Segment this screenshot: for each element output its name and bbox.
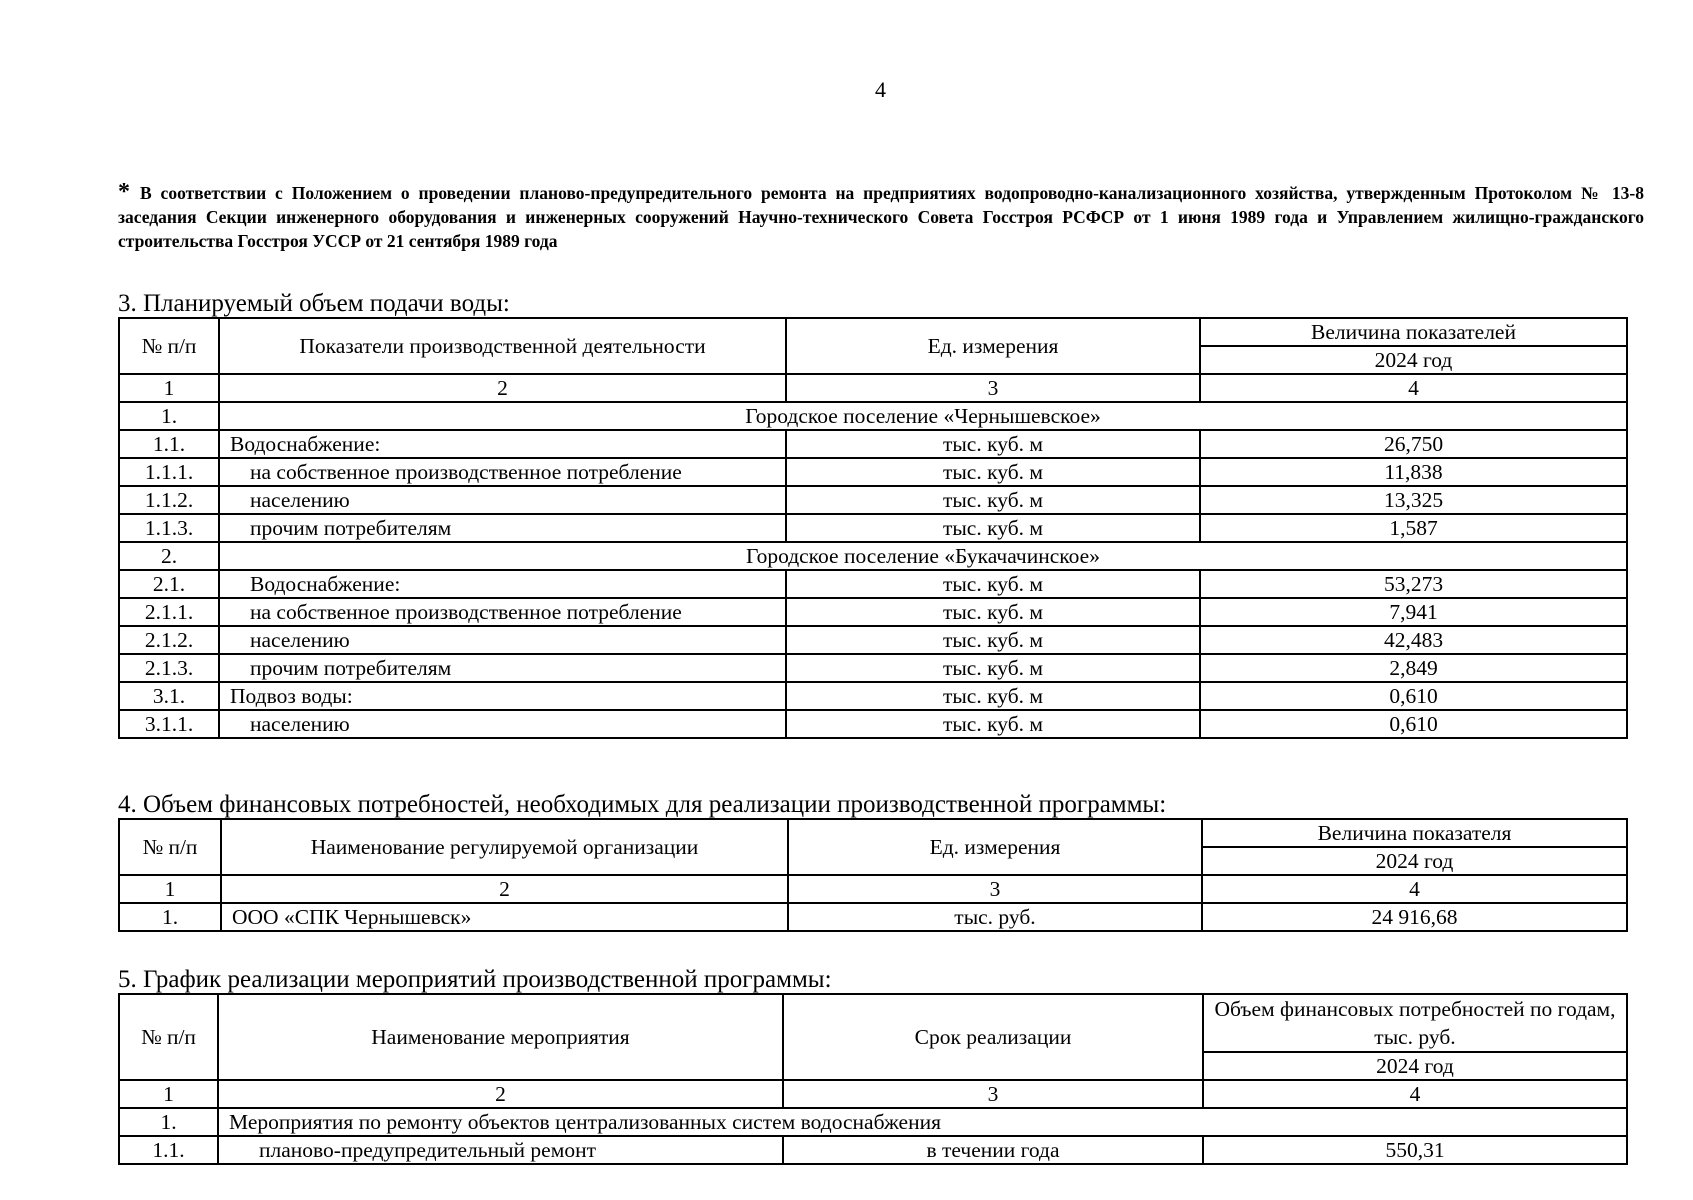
header-value: Объем финансовых потребностей по годам, тыс. руб. <box>1203 994 1627 1052</box>
section3-title: 3. Планируемый объем подачи воды: <box>118 290 510 317</box>
row-value: 2,849 <box>1200 654 1627 682</box>
header-indicator: Показатели производственной деятельности <box>219 318 786 374</box>
colnum-cell: 4 <box>1200 374 1627 402</box>
row-value: 1,587 <box>1200 514 1627 542</box>
colnum-cell: 2 <box>218 1080 783 1108</box>
header-value: Величина показателей <box>1200 318 1627 346</box>
group-row <box>119 542 1627 570</box>
column-number-row <box>119 374 1627 402</box>
row-value: 550,31 <box>1203 1136 1627 1164</box>
page-number: 4 <box>875 77 886 102</box>
colnum-cell: 2 <box>219 374 786 402</box>
colnum-cell: 4 <box>1203 1080 1627 1108</box>
table-header-row <box>119 318 1627 346</box>
header-num: № п/п <box>119 318 219 374</box>
group-title: Городское поселение «Букачачинское» <box>219 542 1627 570</box>
water-supply-table <box>118 317 1628 739</box>
header-unit: Ед. измерения <box>788 819 1202 875</box>
footnote-marker: * <box>118 179 130 205</box>
row-value: 24 916,68 <box>1202 903 1627 931</box>
row-name: Водоснабжение: <box>219 570 786 598</box>
row-value: 42,483 <box>1200 626 1627 654</box>
table-header-row <box>119 994 1627 1052</box>
table-row <box>119 570 1627 598</box>
row-value: 0,610 <box>1200 682 1627 710</box>
row-name: населению <box>219 626 786 654</box>
colnum-cell: 1 <box>119 374 219 402</box>
row-num: 1.1. <box>119 1136 218 1164</box>
header-year: 2024 год <box>1202 847 1627 875</box>
row-num: 2.1.1. <box>119 598 219 626</box>
footnote <box>118 180 1644 253</box>
group-title: Городское поселение «Чернышевское» <box>219 402 1627 430</box>
colnum-cell: 2 <box>221 875 788 903</box>
row-unit: тыс. куб. м <box>786 486 1200 514</box>
footnote-text: В соответствии с Положением о проведении планово-предупредительного ремонта на предприятиях водопроводно-канализационного хозяйства, утвержденным Протоколом № 13-8 заседания Секции инженерного оборудования и инженерных сооружений Научно-технического Совета Госстроя РСФСР от 1 июня 1989 года и Управлением жилищно-гражданского строительства Госстроя УССР от 21 сентября 1989 года <box>118 183 1644 251</box>
group-num: 1. <box>119 1108 218 1136</box>
row-unit: тыс. куб. м <box>786 598 1200 626</box>
table-row <box>119 458 1627 486</box>
header-term: Срок реализации <box>783 994 1203 1080</box>
table-row <box>119 682 1627 710</box>
row-name: населению <box>219 486 786 514</box>
colnum-cell: 3 <box>786 374 1200 402</box>
group-title: Мероприятия по ремонту объектов централизованных систем водоснабжения <box>218 1108 1627 1136</box>
row-name: прочим потребителям <box>219 654 786 682</box>
row-value: 53,273 <box>1200 570 1627 598</box>
row-value: 7,941 <box>1200 598 1627 626</box>
row-unit: тыс. куб. м <box>786 458 1200 486</box>
row-num: 1. <box>119 903 221 931</box>
table-row <box>119 598 1627 626</box>
row-name: планово-предупредительный ремонт <box>218 1136 783 1164</box>
group-num: 2. <box>119 542 219 570</box>
colnum-cell: 1 <box>119 875 221 903</box>
table-row <box>119 903 1627 931</box>
row-num: 2.1.2. <box>119 626 219 654</box>
row-num: 3.1. <box>119 682 219 710</box>
colnum-cell: 3 <box>783 1080 1203 1108</box>
row-unit: тыс. куб. м <box>786 626 1200 654</box>
row-num: 1.1.3. <box>119 514 219 542</box>
row-unit: тыс. куб. м <box>786 654 1200 682</box>
row-num: 3.1.1. <box>119 710 219 738</box>
row-num: 1.1.2. <box>119 486 219 514</box>
header-num: № п/п <box>119 819 221 875</box>
table-row <box>119 654 1627 682</box>
row-name: Водоснабжение: <box>219 430 786 458</box>
financial-needs-table <box>118 818 1628 932</box>
colnum-cell: 1 <box>119 1080 218 1108</box>
row-name: ООО «СПК Чернышевск» <box>221 903 788 931</box>
table-row <box>119 626 1627 654</box>
row-name: населению <box>219 710 786 738</box>
row-value: 11,838 <box>1200 458 1627 486</box>
header-num: № п/п <box>119 994 218 1080</box>
row-unit: тыс. руб. <box>788 903 1202 931</box>
row-name: на собственное производственное потребление <box>219 458 786 486</box>
row-term: в течении года <box>783 1136 1203 1164</box>
row-value: 0,610 <box>1200 710 1627 738</box>
row-name: прочим потребителям <box>219 514 786 542</box>
table-row <box>119 1136 1627 1164</box>
colnum-cell: 4 <box>1202 875 1627 903</box>
header-year: 2024 год <box>1200 346 1627 374</box>
row-unit: тыс. куб. м <box>786 570 1200 598</box>
row-num: 2.1.3. <box>119 654 219 682</box>
row-unit: тыс. куб. м <box>786 514 1200 542</box>
group-num: 1. <box>119 402 219 430</box>
row-value: 13,325 <box>1200 486 1627 514</box>
table-row <box>119 514 1627 542</box>
group-row <box>119 402 1627 430</box>
header-year: 2024 год <box>1203 1052 1627 1080</box>
row-unit: тыс. куб. м <box>786 710 1200 738</box>
header-measure: Наименование мероприятия <box>218 994 783 1080</box>
row-num: 1.1. <box>119 430 219 458</box>
column-number-row <box>119 875 1627 903</box>
header-unit: Ед. измерения <box>786 318 1200 374</box>
header-value: Величина показателя <box>1202 819 1627 847</box>
schedule-table <box>118 993 1628 1165</box>
section5-title: 5. График реализации мероприятий производственной программы: <box>118 966 832 993</box>
row-unit: тыс. куб. м <box>786 682 1200 710</box>
row-name: на собственное производственное потребление <box>219 598 786 626</box>
group-row <box>119 1108 1627 1136</box>
section4-title: 4. Объем финансовых потребностей, необходимых для реализации производственной программы: <box>118 791 1167 818</box>
table-header-row <box>119 819 1627 847</box>
header-organization: Наименование регулируемой организации <box>221 819 788 875</box>
colnum-cell: 3 <box>788 875 1202 903</box>
row-num: 2.1. <box>119 570 219 598</box>
table-row <box>119 710 1627 738</box>
row-num: 1.1.1. <box>119 458 219 486</box>
column-number-row <box>119 1080 1627 1108</box>
row-value: 26,750 <box>1200 430 1627 458</box>
table-row <box>119 486 1627 514</box>
table-row <box>119 430 1627 458</box>
row-name: Подвоз воды: <box>219 682 786 710</box>
row-unit: тыс. куб. м <box>786 430 1200 458</box>
